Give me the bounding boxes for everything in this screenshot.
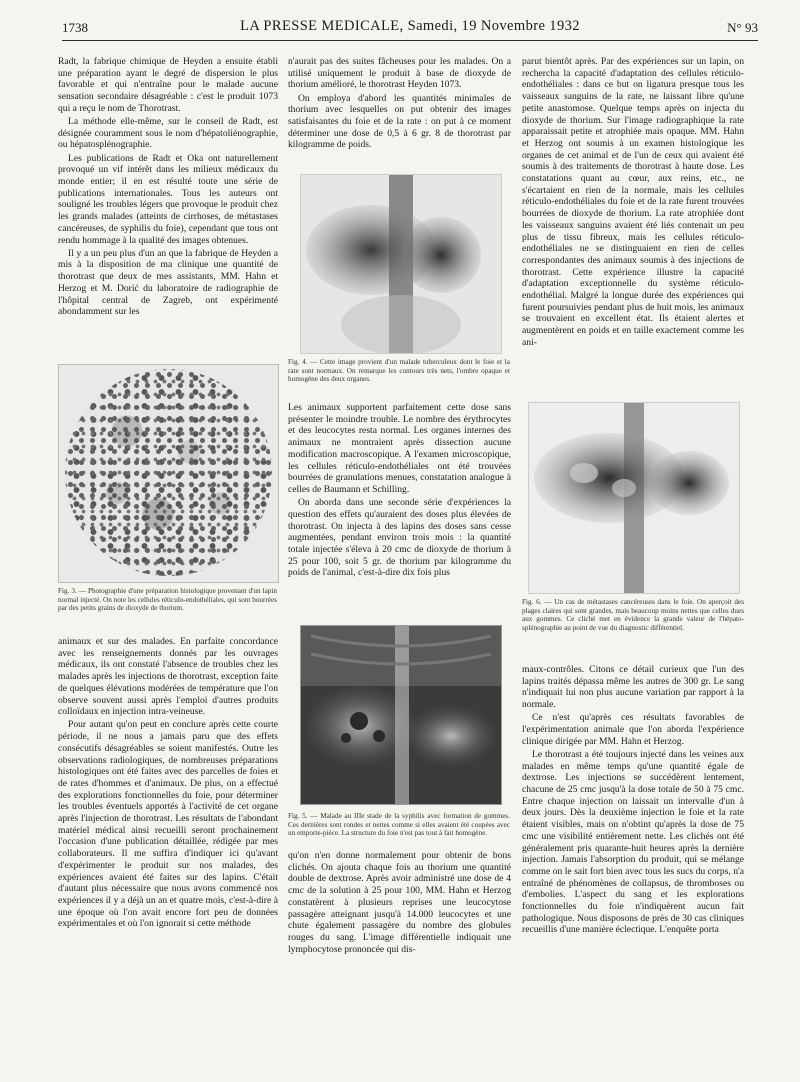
xray-image-fig5 <box>301 626 501 804</box>
column-2-top <box>288 56 511 168</box>
column-1-top <box>58 56 278 356</box>
column-3-bottom <box>522 664 744 996</box>
paragraph: Les publications de Radt et Oka ont naturellement provoqué un vif intérêt dans les milieux médicaux du monde entier; il en est résulté toute une série de publications internationales. Tous les auteurs ont souligné les troubles légers que provoque le produit chez les grands malades (atteints de cirrhoses, de métastases cancéreuses, de syphilis du foie), cependant que tous ont rendu hommage à la qualité des images obtenues. <box>58 152 278 246</box>
page-number: 1738 <box>62 20 88 35</box>
histology-micrograph <box>65 369 272 576</box>
paragraph: Ce n'est qu'après ces résultats favorables de l'expérimentation animale que l'on aborda l'expérience clinique dirigée par MM. Hahn et Herzog. <box>522 712 744 747</box>
column-1-bottom <box>58 636 278 996</box>
issue-number: N° 93 <box>727 20 758 35</box>
paragraph: On aborda dans une seconde série d'expériences la question des effets qu'auraient des doses plus élevées de thorotrast. On injecta à des lapins des doses sans cesse augmentées, pendant environ trois mois : la quantité totale injectée s'éleva à 20 cmc de dioxyde de thorium à 25 pour 100, soit 5 gr. de thorium par kilogramme du poids de l'animal, c'est-à-dire dix fois plus <box>288 497 511 579</box>
running-title <box>62 18 758 35</box>
paragraph: On employa d'abord les quantités minimales de thorium avec lesquelles on put obtenir des images satisfaisantes du foie et de la rate : on put à ce moment déterminer une dose de 0,5 à 6 gr. 8 de thorotrast par kilogramme de poids. <box>288 92 511 151</box>
paragraph: animaux et sur des malades. En parfaite concordance avec les renseignements donnés par les ouvrages médicaux, ils ont constaté l'absence de troubles chez les malades après les injections de thorotrast, exception faite de quelques élévations modérées de température que l'on observe souvent aussi après l'emploi d'autres produits colloïdaux en injection intra-veineuse. <box>58 636 278 718</box>
paragraph: La méthode elle-même, sur le conseil de Radt, est désignée couramment sous le nom d'hépatoliénographie, ou hépatosplénographie. <box>58 116 278 151</box>
figure-3 <box>58 364 279 583</box>
paragraph: maux-contrôles. Citons ce détail curieux que l'un des lapins traités dépassa même les autres de 300 gr. Le sang n'indiquait lui non plus aucune variation par rapport à la normale. <box>522 664 744 711</box>
figure-4 <box>300 174 502 354</box>
paragraph: n'aurait pas des suites fâcheuses pour les malades. On a utilisé uniquement le produit à base de dioxyde de thorium amélioré, le thorotrast Heyden 1073. <box>288 56 511 91</box>
journal-name: LA PRESSE MEDICALE, <box>240 18 404 34</box>
figure-5-caption: Fig. 5. — Malade au IIIe stade de la syphilis avec formation de gommes. Ces dernières sont rondes et nettes comme si elles avaient été coupées avec un emporte-pièce. La structure du foie n'est pas tout à fait homogène. <box>288 812 510 838</box>
figure-6 <box>528 402 740 594</box>
column-3-top <box>522 56 744 394</box>
paragraph: qu'on n'en donne normalement pour obtenir de bons clichés. On ajouta chaque fois au thorium une quantité double de dextrose. Après avoir administré une dose de 4 cmc de la solution à 25 pour 100, MM. Hahn et Herzog constatèrent à plusieurs reprises une leucocytose passagère atteignant jusqu'à 14.000 leucocytes et une chute également passagère du nombre des globules rouges du sang. L'image différentielle indiquait une lymphocytose prononcée qui dis- <box>288 850 511 955</box>
figure-6-caption: Fig. 6. — Un cas de métastases cancéreuses dans le foie. On aperçoit des plages claires qui sont grandes, mais beaucoup moins nettes que celles dues aux gommes. Ce cliché met en évidence la grande valeur de l'hépato-splénographie au point de vue du diagnostic différentiel. <box>522 598 744 632</box>
page-header <box>62 18 758 41</box>
xray-image-fig6 <box>529 403 739 593</box>
figure-5 <box>300 625 502 805</box>
paragraph: Radt, la fabrique chimique de Heyden a ensuite établi une préparation ayant le degré de dispersion le plus favorable et qui n'entraîne pour le malade aucune sensation secondaire désagréable : c'est le produit 1073 qui a reçu le nom de Thorotrast. <box>58 56 278 114</box>
figure-3-caption: Fig. 3. — Photographie d'une préparation histologique provenant d'un lapin normal injecté. On note les cellules réticulo-endothéliales, qui sont bourrées par des petits grains de dioxyde de thorium. <box>58 587 277 613</box>
paragraph: Il y a un peu plus d'un an que la fabrique de Heyden a mis à la disposition de ma clinique une quantité de thorotrast que deux de mes assistants, MM. Hahn et Herzog et M. Dorić du laboratoire de radiographie de l'hôpital central de Zagreb, ont expérimenté abondamment sur les <box>58 247 278 318</box>
xray-image-fig4 <box>301 175 501 353</box>
column-2-bottom <box>288 850 511 996</box>
paragraph: Pour autant qu'on peut en conclure après cette courte période, il ne nous a jamais paru que des effets consécutifs désagréables se soient manifestés. Outre les observations radiologiques, de nombreuses préparations histologiques ont été faites avec des parcelles de foies et de rates d'hommes et d'animaux. De plus, on a effectué des explorations fonctionnelles du foie, pour déterminer les troubles éventuels apportés à l'activité de cet organe après l'injection de thorotrast. Les résultats de l'abondant matériel médical ainsi recueilli seront prochainement l'occasion d'une publication détaillée, rédigée par mes collaborateurs. Il me suffira d'indiquer ici qu'avant d'expérimenter le produit sur nos malades, des expériences avaient été faites sur des lapins. C'était d'autant plus nécessaire que nous avons commencé nos expériences il y a déjà un an et quatre mois, c'est-à-dire à une époque où l'on avait encore fort peu de données expérimentales et où l'on ignorait si cette méthode <box>58 719 278 930</box>
issue-date: Samedi, 19 Novembre 1932 <box>407 18 580 34</box>
figure-4-caption: Fig. 4. — Cette image provient d'un malade tuberculeux dont le foie et la rate sont normaux. On remarque les contours très nets, l'ombre opaque et homogène des deux organes. <box>288 358 510 384</box>
column-2-middle <box>288 402 511 620</box>
paragraph: parut bientôt après. Par des expériences sur un lapin, on rechercha la capacité d'adaptation des cellules réticulo-endothéliales : dans ce but on ligatura presque tous les vaisseaux sanguins de la rate, ne laissant libre qu'une petite anastomose. Quelque temps après on injecta du dioxyde de thorium. Sur l'image radiographique la rate apparaissait petite et atrophiée mais opaque. MM. Hahn et Herzog ont soumis à un examen histologique les organes de cet animal et de l'un de ceux qui avaient été soumis à des traitements de thorotrast à haute dose. Les constatations quant au cœur, aux reins, etc., ne s'écartaient en rien de la normale, mais les cellules réticulo-endothéliales du foie et de la rate furent trouvées bourrées de dioxyde de thorium. La rate atrophiée dont les vaisseaux sanguins avaient été liés contenait un peu plus de tissu fibreux, mais les cellules réticulo-endothéliales ne se distinguaient en rien de celles correspondantes des animaux soumis à des injections de thorotrast. Cette expérience illustre la capacité d'adaptation exceptionnelle du système réticulo-endothélial. Malgré la longue durée des expériences qui furent poursuivies pendant plus de huit mois, les animaux se trouvaient en excellent état. Ils étaient alertes et augmentèrent en poids et en taille exactement comme les ani- <box>522 56 744 348</box>
paragraph: Le thorotrast a été toujours injecté dans les veines aux malades en même temps qu'une quantité égale de dextrose. Les injections se succédèrent lentement, chacune de 25 cmc jusqu'à la dose totale de 50 à 75 cmc. Entre chaque injection on laissait un intervalle d'un à deux jours. Dès la deuxième injection le foie et la rate étaient visibles, mais on n'obtint qu'après la dose de 75 cmc une visibilité entièrement nette. Les clichés ont été généralement pris quarante-huit heures après la dernière injection. Jamais l'absorption du produit, qui se mélange comme on le sait fort bien avec tous les sucs du corps, n'a entraîné de phénomènes de collapsus, de thromboses ou d'embolies. L'aspect du sang et les explorations fonctionnelles du foie n'indiquèrent aucun fait pathologique. Nous disposons de près de 30 cas cliniques recueillis d'une manière éclectique. L'enquête porta <box>522 748 744 936</box>
paragraph: Les animaux supportent parfaitement cette dose sans présenter le moindre trouble. Le nombre des érythrocytes et des leucocytes resta normal. Les organes internes des animaux ne montraient après dissection aucune modification macroscopique. A l'examen microscopique, les cellules réticulo-endothéliales ont été trouvées bourrées de granulations menues, constatation analogue à celles de Baumann et Schilling. <box>288 402 511 495</box>
